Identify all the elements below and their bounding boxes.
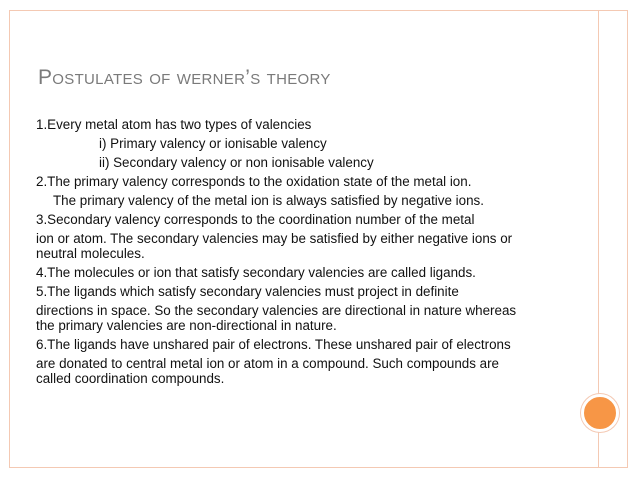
postulate-6-line-3: called coordination compounds. [36, 371, 225, 386]
postulate-4: 4.The molecules or ion that satisfy secondary valencies are called ligands. [36, 265, 476, 280]
postulate-1-item-i: i) Primary valency or ionisable valency [99, 136, 327, 151]
postulate-6-line-1: 6.The ligands have unshared pair of electrons. These unshared pair of electrons [36, 337, 511, 352]
postulate-1: 1.Every metal atom has two types of valencies [36, 117, 312, 132]
slide-title: Postulates of werner’s theory [38, 66, 331, 89]
postulate-3-line-1: 3.Secondary valency corresponds to the coordination number of the metal [36, 212, 475, 227]
accent-circle-decoration [581, 394, 619, 432]
postulate-3-line-3: neutral molecules. [36, 246, 145, 261]
postulate-2-detail: The primary valency of the metal ion is always satisfied by negative ions. [53, 193, 484, 208]
slide-body [36, 117, 586, 386]
postulate-1-item-ii: ii) Secondary valency or non ionisable valency [99, 155, 374, 170]
postulate-5-line-1: 5.The ligands which satisfy secondary valencies must project in definite [36, 284, 459, 299]
postulate-2: 2.The primary valency corresponds to the oxidation state of the metal ion. [36, 174, 472, 189]
postulate-5-line-3: the primary valencies are non-directional in nature. [36, 318, 337, 333]
postulate-5-line-2: directions in space. So the secondary valencies are directional in nature whereas [36, 303, 517, 318]
postulate-6-line-2: are donated to central metal ion or atom in a compound. Such compounds are [36, 356, 499, 371]
postulate-3-line-2: ion or atom. The secondary valencies may be satisfied by either negative ions or [36, 231, 513, 246]
